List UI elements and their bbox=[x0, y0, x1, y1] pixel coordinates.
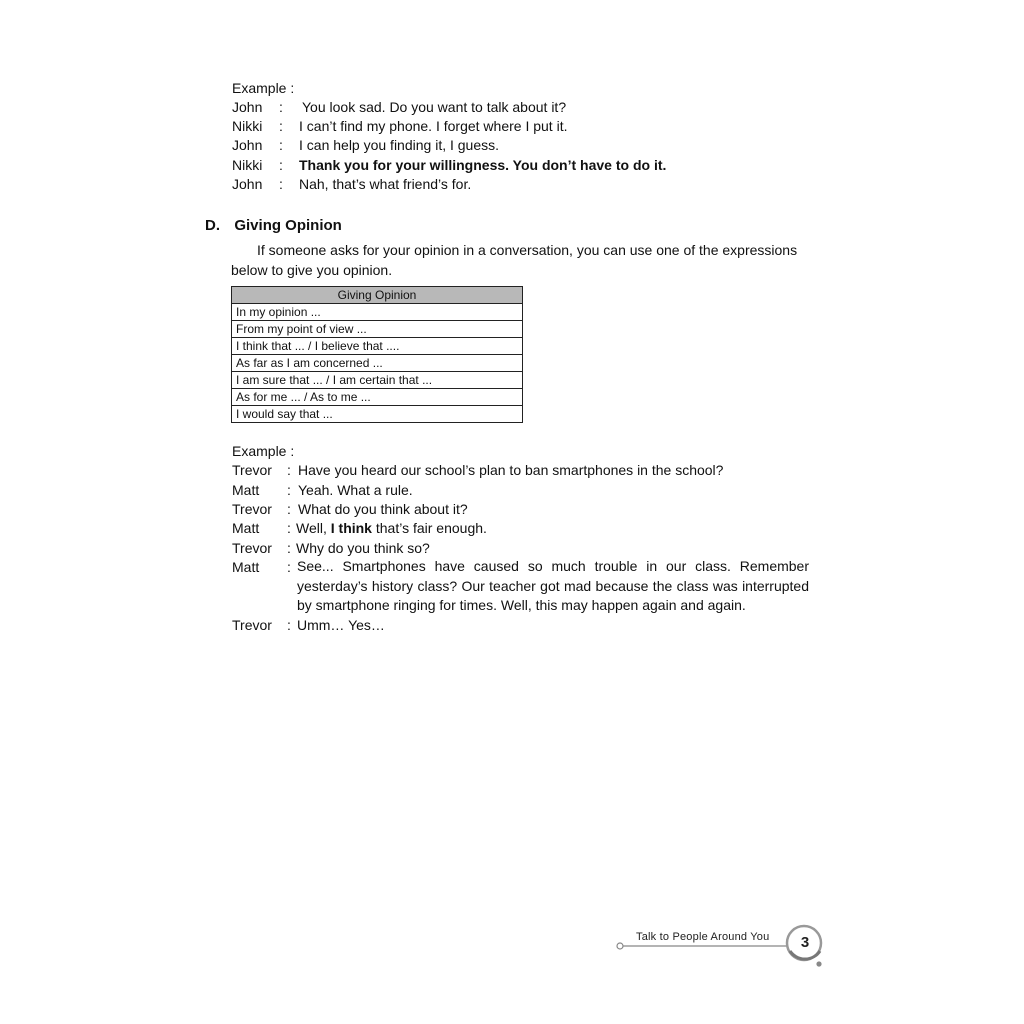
section-title: Giving Opinion bbox=[234, 217, 342, 234]
table-cell: I think that ... / I believe that .... bbox=[232, 338, 523, 355]
table-cell: I am sure that ... / I am certain that ... bbox=[232, 372, 523, 389]
dialogue-text-line: by smartphone ringing for times. Well, this may happen again and again. bbox=[297, 597, 746, 613]
example-label-text: Example : bbox=[232, 443, 295, 459]
colon-separator: : bbox=[287, 501, 291, 517]
table-row bbox=[232, 389, 523, 406]
example-label-text: Example : bbox=[232, 80, 295, 96]
dialogue-text: I can’t find my phone. I forget where I put it. bbox=[299, 118, 568, 134]
dialogue-text-line: See... Smartphones have caused so much trouble in our class. Remember bbox=[297, 558, 809, 574]
speaker-name: Trevor bbox=[232, 501, 272, 517]
table-row bbox=[232, 355, 523, 372]
colon-separator: : bbox=[287, 559, 291, 575]
table-cell: I would say that ... bbox=[232, 406, 523, 423]
page-number: 3 bbox=[800, 934, 810, 951]
colon-separator: : bbox=[279, 137, 283, 153]
table-cell: As far as I am concerned ... bbox=[232, 355, 523, 372]
colon-separator: : bbox=[279, 118, 283, 134]
example-label bbox=[232, 78, 294, 98]
dialogue-text bbox=[296, 518, 487, 538]
intro-line-1: If someone asks for your opinion in a conversation, you can use one of the expressions bbox=[257, 242, 798, 258]
speaker-name: John bbox=[232, 99, 263, 115]
speaker-name: Trevor bbox=[232, 462, 272, 478]
speaker-name: Matt bbox=[232, 482, 260, 498]
footer-line-dot bbox=[617, 943, 623, 949]
colon-separator: : bbox=[287, 520, 291, 536]
speaker-name: John bbox=[232, 137, 263, 153]
section-heading bbox=[205, 217, 342, 234]
speaker-name: Matt bbox=[232, 559, 260, 575]
table-row bbox=[232, 304, 523, 321]
dialogue-text: Why do you think so? bbox=[296, 540, 430, 556]
dialogue-text: Have you heard our school’s plan to ban smartphones in the school? bbox=[298, 462, 724, 478]
colon-separator: : bbox=[287, 462, 291, 478]
speaker-name: Matt bbox=[232, 520, 260, 536]
dialogue-text: I can help you finding it, I guess. bbox=[299, 137, 500, 153]
speaker-name: Nikki bbox=[232, 118, 263, 134]
speaker-name: Trevor bbox=[232, 540, 272, 556]
colon-separator: : bbox=[279, 176, 283, 192]
table-cell: In my opinion ... bbox=[232, 304, 523, 321]
section-letter: D. bbox=[205, 217, 220, 234]
footer-chapter-title: Talk to People Around You bbox=[636, 931, 770, 943]
speaker-name: John bbox=[232, 176, 263, 192]
dialogue-text: Nah, that’s what friend’s for. bbox=[299, 176, 472, 192]
dialogue-text: Umm… Yes… bbox=[297, 617, 385, 633]
dialogue-text-line: yesterday’s history class? Our teacher got mad because the class was interrupted bbox=[297, 577, 809, 594]
dialogue-text: Yeah. What a rule. bbox=[298, 482, 413, 498]
ornament-dot bbox=[816, 961, 821, 966]
table-header: Giving Opinion bbox=[232, 287, 523, 304]
text-segment: that’s fair enough. bbox=[371, 520, 487, 536]
speaker-name: Nikki bbox=[232, 157, 263, 173]
colon-separator: : bbox=[287, 540, 291, 556]
table-cell: From my point of view ... bbox=[232, 321, 523, 338]
table-row bbox=[232, 372, 523, 389]
intro-line-2: below to give you opinion. bbox=[231, 262, 393, 278]
table-cell: As for me ... / As to me ... bbox=[232, 389, 523, 406]
dialogue-text-multiline bbox=[297, 557, 809, 616]
table-row bbox=[232, 338, 523, 355]
intro-paragraph bbox=[231, 240, 809, 280]
example-label bbox=[232, 441, 294, 461]
text-segment: Well, bbox=[296, 520, 331, 536]
colon-separator: : bbox=[279, 99, 283, 115]
table-row bbox=[232, 406, 523, 423]
colon-separator: : bbox=[287, 482, 291, 498]
speaker-name: Trevor bbox=[232, 617, 272, 633]
opinion-expressions-table bbox=[231, 286, 523, 423]
dialogue-text: You look sad. Do you want to talk about it? bbox=[302, 99, 567, 115]
colon-separator: : bbox=[287, 617, 291, 633]
dialogue-text-bold: Thank you for your willingness. You don’t have to do it. bbox=[299, 157, 667, 173]
dialogue-text: What do you think about it? bbox=[298, 501, 468, 517]
table-row bbox=[232, 321, 523, 338]
colon-separator: : bbox=[279, 157, 283, 173]
text-segment-bold: I think bbox=[330, 520, 372, 536]
